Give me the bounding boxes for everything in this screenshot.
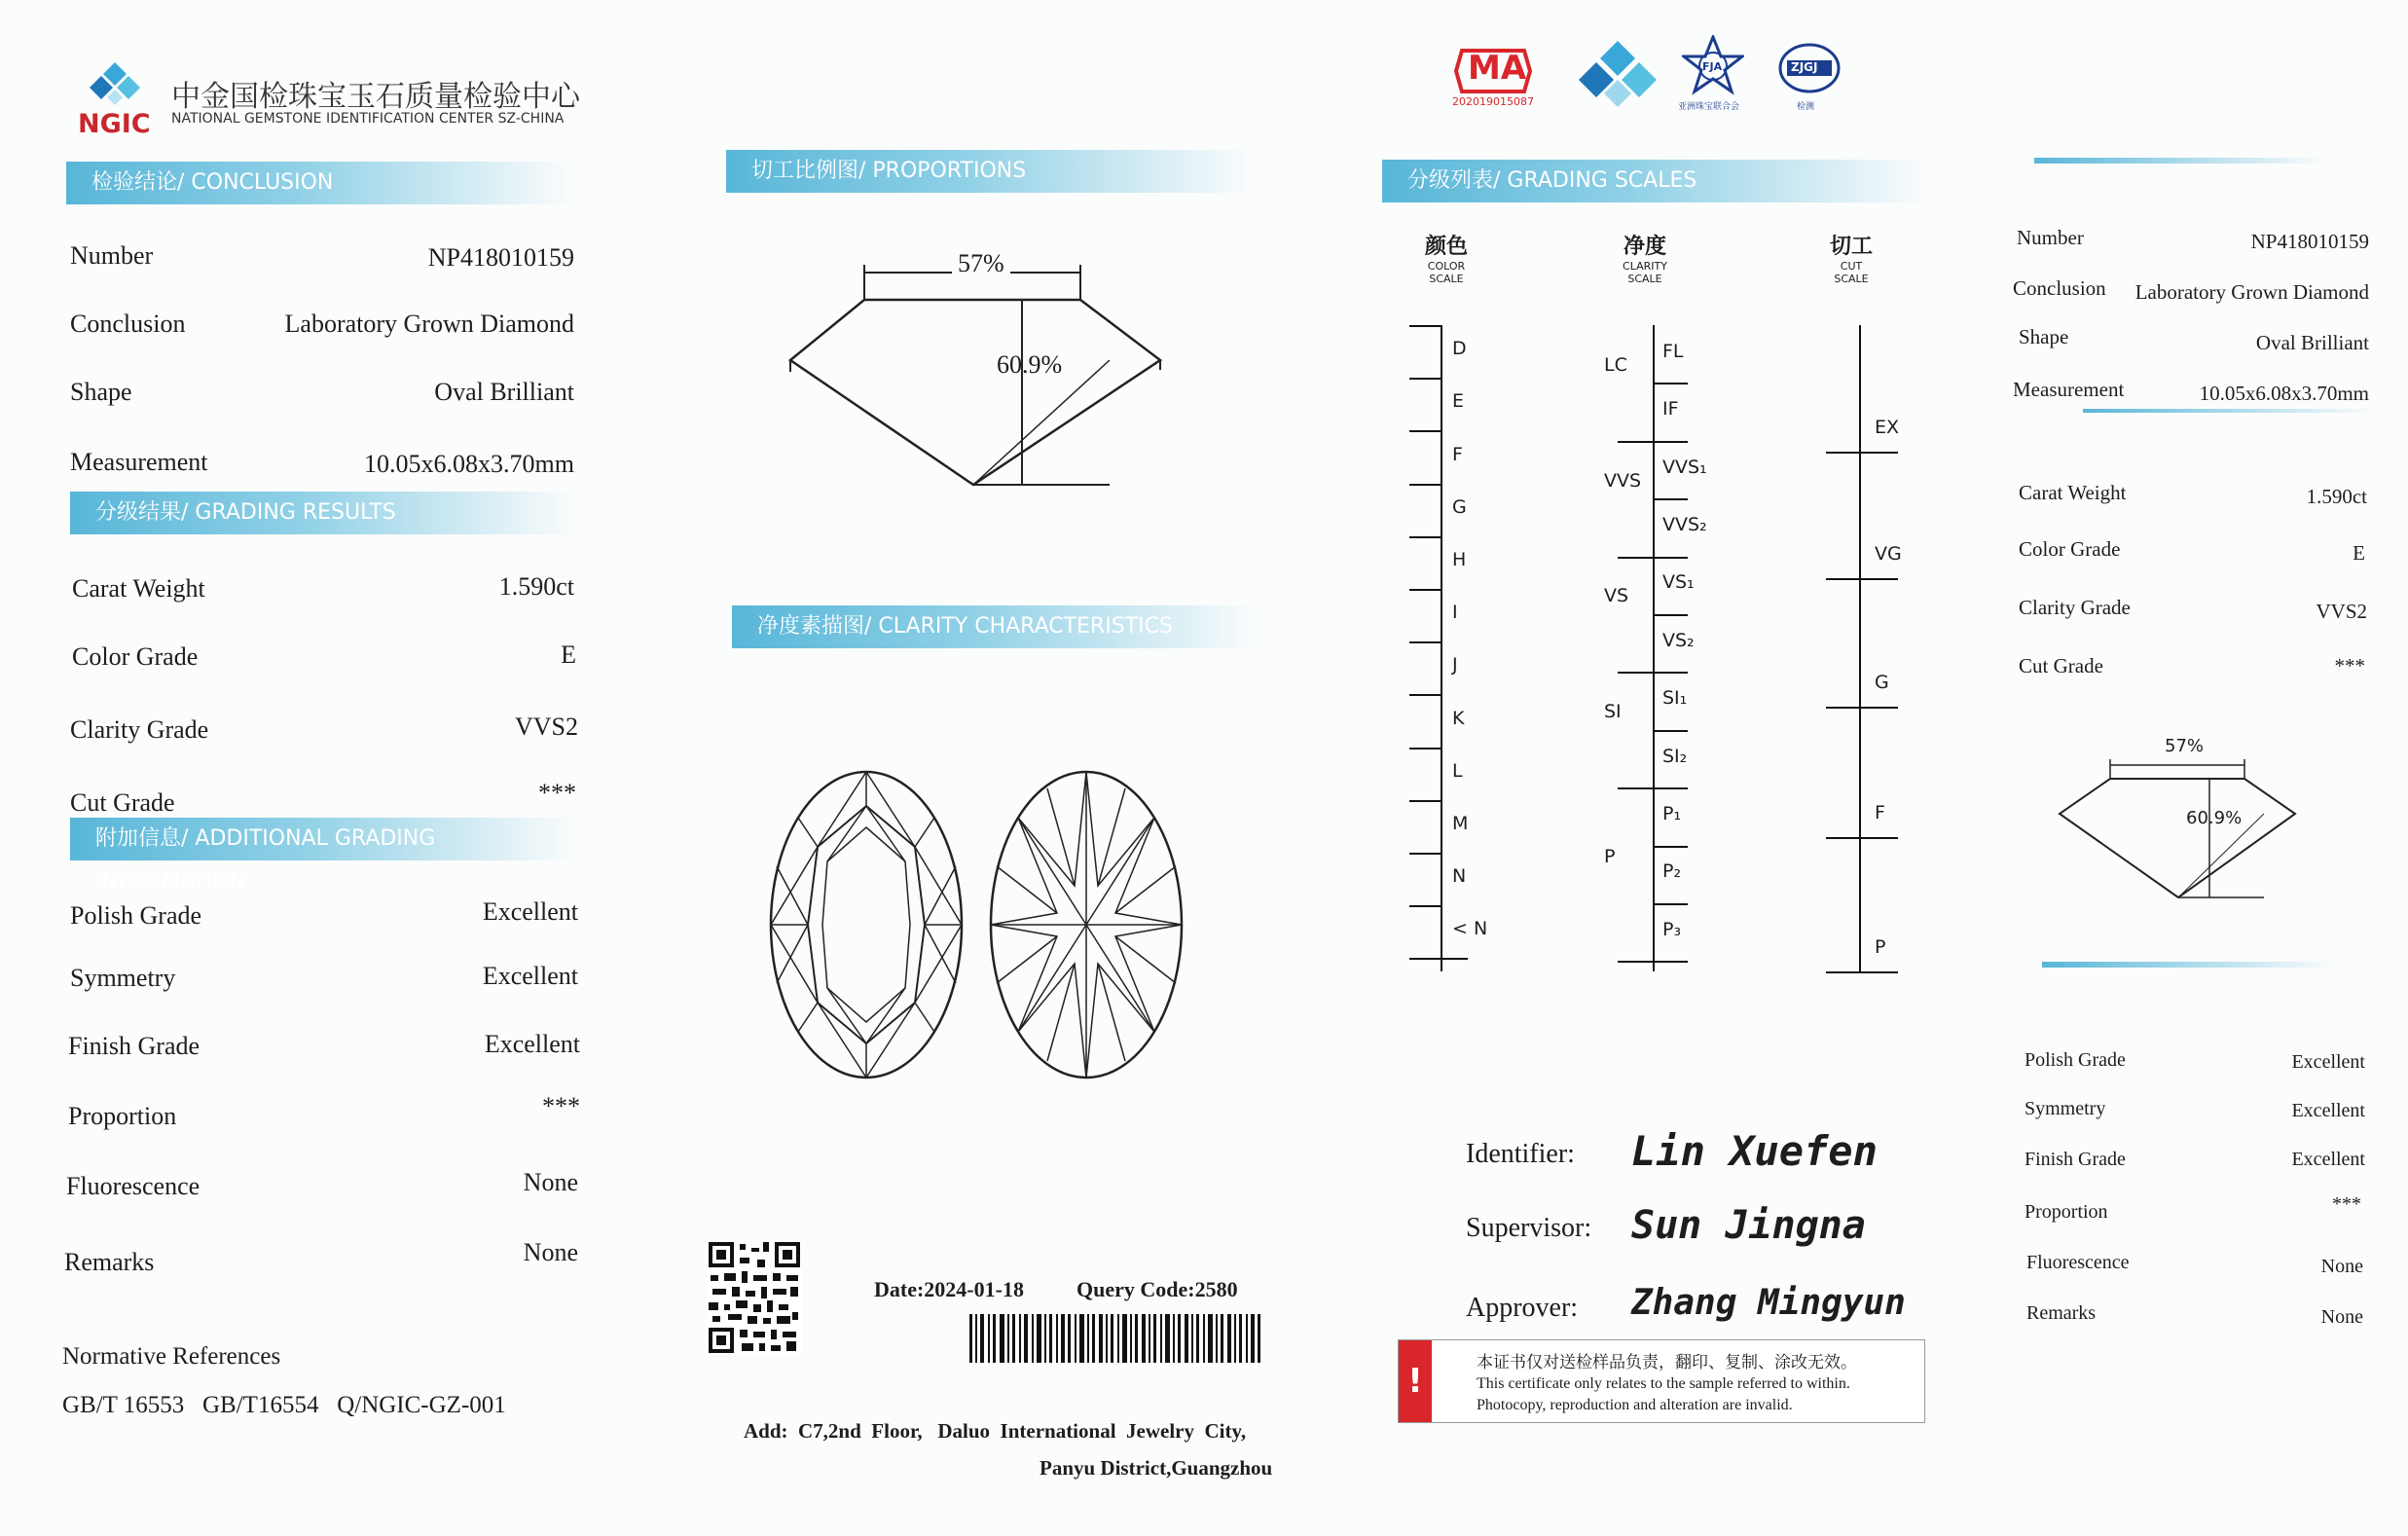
color-grade-5: H [1452,548,1467,570]
conclusion-value: Laboratory Grown Diamond [284,310,574,338]
color-scale-tick [1409,536,1441,538]
summary-shape-value: Oval Brilliant [2255,331,2369,354]
proportion-diagram [779,243,1187,496]
color-scale-en1: COLOR [1427,260,1466,273]
summary-number-value: NP418010159 [2250,230,2369,253]
cut-scale-tick [1826,971,1898,973]
center-name-en: NATIONAL GEMSTONE IDENTIFICATION CENTER SZ-CHINA [171,111,565,127]
warning-en1: This certificate only relates to the sample referred to within. [1477,1375,1850,1392]
summary-color-value: E [2353,541,2365,565]
finish-value: Excellent [484,1030,580,1058]
crown-view-diagram [769,769,964,1080]
cut-scale-axis [1859,325,1861,971]
summary-conclusion-label: Conclusion [2013,276,2106,300]
cut-grade-f: F [1875,802,1885,823]
summary-polish-value: Excellent [2291,1051,2365,1073]
depth-percent: 60.9% [997,350,1063,379]
clarity-grade-3: VVS₁ [1662,456,1707,478]
summary-cut-label: Cut Grade [2019,654,2103,677]
carat-value: 1.590ct [498,572,574,601]
summary-proportion-diagram [2054,750,2307,905]
section-grading-scales [1382,160,1927,202]
summary-fluorescence-value: None [2320,1256,2363,1277]
clarity-group-p: P [1604,845,1616,867]
section-grading-scales-label: 分级列表/ GRADING SCALES [1407,168,1697,193]
summary-fluorescence-label: Fluorescence [2026,1252,2130,1273]
identifier-signature: Lin Xuefen [1631,1127,1878,1175]
fluorescence-label: Fluorescence [66,1172,201,1200]
summary-proportion-label: Proportion [2025,1201,2108,1223]
clarity-grade-5: VS₁ [1662,571,1695,594]
clarity-grade-1: FL [1662,340,1684,362]
color-scale-tick [1409,958,1468,960]
summary-finish-value: Excellent [2291,1149,2365,1170]
report-date: Date:2024-01-18 [874,1277,1024,1301]
color-scale-axis [1441,325,1442,971]
section-additional-label: 附加信息/ ADDITIONAL GRADING INFORMATION [95,826,436,894]
conclusion-label: Conclusion [70,310,186,338]
section-grading-results [70,492,576,534]
color-scale-tick [1409,641,1441,643]
summary-table-percent: 57% [2165,736,2205,756]
approver-label: Approver: [1466,1293,1579,1323]
summary-number-label: Number [2017,226,2084,249]
color-value: E [561,640,576,669]
number-label: Number [70,241,154,270]
summary-measurement-label: Measurement [2013,378,2125,401]
carat-label: Carat Weight [72,574,205,603]
cut-scale-tick [1826,707,1898,709]
cut-scale-zh: 切工 [1829,235,1873,259]
clarity-scale-title [1608,230,1682,285]
clarity-scale-tick [1653,614,1688,616]
cut-scale-tick [1826,837,1898,839]
cut-scale-en2: SCALE [1834,273,1869,285]
cut-scale-tick [1826,578,1898,580]
cut-grade-ex: EX [1875,417,1900,438]
summary-measurement-value: 10.05x6.08x3.70mm [2199,382,2369,405]
color-grade-4: G [1452,495,1467,518]
polish-label: Polish Grade [70,901,202,930]
cut-label: Cut Grade [70,788,175,817]
section-proportions [726,150,1252,193]
color-grade-12: < N [1452,918,1488,940]
zjgj-text: ZJGJ [1791,60,1818,74]
fluorescence-value: None [523,1168,578,1196]
summary-carat-label: Carat Weight [2019,481,2127,504]
color-grade-9: L [1452,759,1463,782]
clarity-scale-tick [1653,730,1688,732]
clarity-grade-8: SI₂ [1662,745,1688,767]
qr-code[interactable] [707,1240,802,1355]
section-clarity-chars [732,605,1258,648]
section-additional [70,818,576,894]
proportion-label: Proportion [68,1102,177,1130]
summary-remarks-label: Remarks [2026,1302,2097,1324]
supervisor-label: Supervisor: [1466,1213,1592,1243]
clarity-scale-tick [1653,903,1688,905]
clarity-group-vs: VS [1604,585,1629,607]
color-grade-11: N [1452,865,1467,888]
summary-finish-label: Finish Grade [2025,1149,2126,1170]
clarity-scale-tick [1618,557,1688,559]
clarity-scale-axis [1653,325,1655,971]
cut-scale-en1: CUT [1840,260,1863,273]
references-title: Normative References [62,1343,281,1370]
ngic-logo-icon [86,60,144,109]
supervisor-signature: Sun Jingna [1631,1203,1866,1248]
ngic-small-logo-icon [1577,39,1659,107]
color-grade-1: D [1452,338,1467,360]
summary-shape-label: Shape [2019,325,2069,348]
clarity-grade-4: VVS₂ [1662,513,1707,535]
pavilion-view-diagram [989,769,1184,1080]
clarity-label: Clarity Grade [70,715,209,744]
query-code: Query Code:2580 [1076,1277,1238,1301]
references-codes: GB/T 16553 GB/T16554 Q/NGIC-GZ-001 [62,1392,506,1418]
summary-depth-percent: 60.9% [2186,808,2243,828]
address-line1: Add: C7,2nd Floor, Daluo International Jewelry City, [744,1419,1247,1443]
clarity-grade-7: SI₁ [1662,687,1688,710]
polish-value: Excellent [482,897,578,926]
color-scale-tick [1409,430,1441,432]
cut-scale-title [1822,230,1880,285]
logo-abbr: NGIC [78,109,151,139]
proportion-value: *** [542,1092,580,1120]
barcode [969,1314,1261,1363]
clarity-scale-tick [1653,498,1688,500]
warning-en2: Photocopy, reproduction and alteration are invalid. [1477,1397,1793,1413]
color-grade-7: J [1452,654,1458,677]
color-scale-tick [1409,378,1441,380]
measurement-value: 10.05x6.08x3.70mm [364,450,574,478]
remarks-value: None [523,1238,578,1266]
color-scale-en2: SCALE [1429,273,1464,285]
clarity-scale-en2: SCALE [1627,273,1662,285]
clarity-scale-tick [1618,441,1688,443]
clarity-grade-2: IF [1662,398,1679,421]
section-grading-results-label: 分级结果/ GRADING RESULTS [95,500,396,525]
summary-symmetry-value: Excellent [2291,1100,2365,1121]
color-scale-tick [1409,748,1441,750]
center-name-zh: 中金国检珠宝玉石质量检验中心 [171,80,580,114]
summary-clarity-label: Clarity Grade [2019,596,2131,619]
section-proportions-label: 切工比例图/ PROPORTIONS [751,159,1027,183]
color-scale-tick [1409,905,1441,907]
section-clarity-chars-label: 净度素描图/ CLARITY CHARACTERISTICS [757,614,1173,639]
table-percent: 57% [952,249,1010,278]
clarity-value: VVS2 [514,713,578,741]
color-scale-tick [1409,325,1441,327]
summary-proportion-value: *** [2332,1193,2361,1215]
color-grade-8: K [1452,707,1465,729]
color-scale-title [1417,230,1476,285]
warning-icon: ! [1399,1340,1432,1422]
summary-symmetry-label: Symmetry [2025,1098,2106,1119]
summary-remarks-value: None [2320,1306,2363,1328]
color-scale-tick [1409,800,1441,802]
clarity-group-vvs: VVS [1604,469,1642,492]
address-line2: Panyu District,Guangzhou [1040,1456,1273,1480]
symmetry-value: Excellent [482,962,578,990]
color-scale-tick [1409,484,1441,486]
color-label: Color Grade [72,642,199,671]
zjgj-caption: 检测 [1797,102,1815,112]
clarity-grade-10: P₂ [1662,860,1682,883]
summary-polish-label: Polish Grade [2025,1049,2126,1071]
color-scale-tick [1409,694,1441,696]
summary-mid-rule [2042,962,2334,968]
fja-text: FJA [1702,60,1723,73]
warning-box [1398,1339,1925,1423]
shape-label: Shape [70,378,132,406]
clarity-grade-11: P₃ [1662,918,1682,940]
measurement-label: Measurement [70,448,208,476]
clarity-scale-tick [1618,787,1688,789]
ma-number: 202019015087 [1452,95,1534,108]
color-grade-2: E [1452,390,1465,413]
summary-measurement-rule [2083,409,2375,413]
identifier-label: Identifier: [1466,1139,1575,1169]
summary-color-label: Color Grade [2019,537,2121,561]
warning-zh: 本证书仅对送检样品负责，翻印、复制、涂改无效。 [1477,1353,1857,1372]
cut-grade-vg: VG [1875,543,1902,565]
section-conclusion [66,162,572,204]
fja-caption: 亚洲珠宝联合会 [1678,102,1740,112]
clarity-scale-en1: CLARITY [1623,260,1667,273]
summary-conclusion-value: Laboratory Grown Diamond [2134,280,2369,304]
clarity-scale-tick [1618,672,1688,674]
clarity-scale-tick [1653,383,1688,384]
summary-carat-value: 1.590ct [2306,485,2367,508]
shape-value: Oval Brilliant [434,378,574,406]
color-scale-tick [1409,853,1441,855]
approver-signature: Zhang Mingyun [1631,1283,1906,1323]
finish-label: Finish Grade [68,1032,201,1060]
clarity-grade-9: P₁ [1662,802,1682,824]
number-value: NP418010159 [427,243,574,272]
color-scale-zh: 颜色 [1424,235,1468,259]
cut-value: *** [538,779,576,807]
clarity-group-lc: LC [1604,353,1627,376]
clarity-scale-tick [1653,846,1688,848]
section-conclusion-label: 检验结论/ CONCLUSION [91,170,334,195]
clarity-scale-zh: 净度 [1623,235,1666,259]
color-grade-6: I [1452,602,1458,624]
summary-top-rule [2034,158,2326,164]
color-scale-tick [1409,589,1441,591]
cut-grade-g: G [1875,672,1889,693]
ma-badge-text: MA [1468,49,1527,88]
cut-scale-tick [1826,452,1898,454]
color-grade-10: M [1452,812,1469,834]
symmetry-label: Symmetry [70,964,176,992]
clarity-group-si: SI [1604,701,1622,723]
summary-cut-value: *** [2334,654,2365,677]
clarity-scale-tick [1618,961,1688,963]
color-grade-3: F [1452,443,1463,465]
clarity-grade-6: VS₂ [1662,629,1695,651]
cut-grade-p: P [1875,936,1886,958]
remarks-label: Remarks [64,1248,155,1276]
summary-clarity-value: VVS2 [2316,600,2367,623]
